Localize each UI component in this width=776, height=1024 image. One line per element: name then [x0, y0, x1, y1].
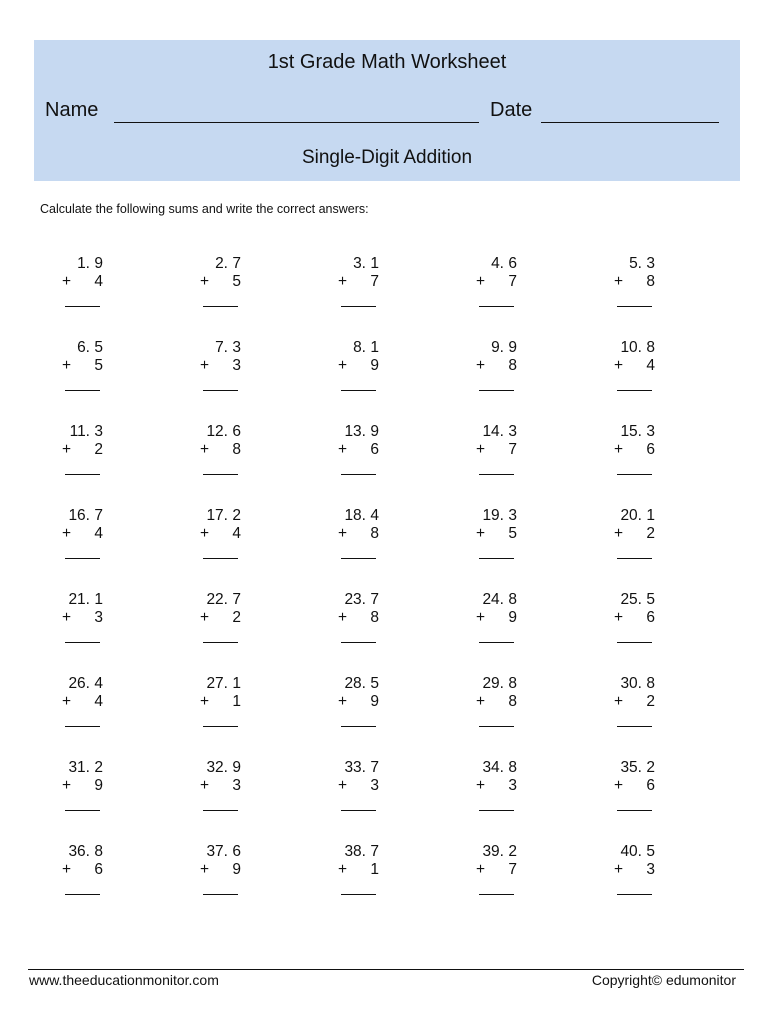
first-addend: 8: [646, 675, 655, 692]
first-addend: 8: [94, 843, 103, 860]
problem-number: 14.: [482, 423, 504, 440]
worksheet-header: [34, 40, 740, 181]
answer-line[interactable]: [203, 642, 238, 643]
problem-18: [304, 507, 414, 577]
answer-line[interactable]: [203, 558, 238, 559]
plus-sign: +: [338, 441, 348, 458]
problem-30: [580, 675, 690, 745]
problem-number: 29.: [482, 675, 504, 692]
second-addend: 1: [370, 861, 379, 878]
first-addend: 3: [646, 423, 655, 440]
second-addend: 3: [370, 777, 379, 794]
plus-sign: +: [338, 777, 348, 794]
worksheet-subtitle: Single-Digit Addition: [301, 147, 473, 168]
answer-line[interactable]: [341, 726, 376, 727]
second-addend: 6: [646, 609, 655, 626]
answer-line[interactable]: [479, 810, 514, 811]
problem-number: 10.: [620, 339, 642, 356]
first-addend: 6: [508, 255, 517, 272]
answer-line[interactable]: [341, 558, 376, 559]
second-addend: 4: [646, 357, 655, 374]
second-addend: 3: [646, 861, 655, 878]
answer-line[interactable]: [65, 726, 100, 727]
second-addend: 8: [508, 693, 517, 710]
answer-line[interactable]: [479, 642, 514, 643]
second-addend: 7: [508, 441, 517, 458]
plus-sign: +: [338, 273, 348, 290]
answer-line[interactable]: [617, 390, 652, 391]
second-addend: 7: [508, 861, 517, 878]
problem-number: 13.: [344, 423, 366, 440]
plus-sign: +: [200, 693, 210, 710]
first-addend: 2: [508, 843, 517, 860]
problem-number: 9.: [491, 339, 504, 356]
problem-number: 37.: [206, 843, 228, 860]
plus-sign: +: [614, 525, 624, 542]
plus-sign: +: [476, 609, 486, 626]
footer-divider: [28, 969, 744, 970]
first-addend: 7: [370, 843, 379, 860]
answer-line[interactable]: [617, 306, 652, 307]
second-addend: 2: [232, 609, 241, 626]
plus-sign: +: [614, 861, 624, 878]
problem-number: 34.: [482, 759, 504, 776]
problem-11: [28, 423, 138, 493]
problem-number: 35.: [620, 759, 642, 776]
second-addend: 9: [370, 693, 379, 710]
answer-line[interactable]: [341, 306, 376, 307]
problem-number: 28.: [344, 675, 366, 692]
plus-sign: +: [338, 525, 348, 542]
plus-sign: +: [614, 609, 624, 626]
problem-number: 38.: [344, 843, 366, 860]
problem-number: 18.: [344, 507, 366, 524]
second-addend: 4: [94, 273, 103, 290]
plus-sign: +: [476, 693, 486, 710]
second-addend: 5: [232, 273, 241, 290]
plus-sign: +: [62, 357, 72, 374]
footer-website: www.theeducationmonitor.com: [29, 972, 219, 988]
plus-sign: +: [476, 273, 486, 290]
name-label: Name: [45, 99, 99, 121]
plus-sign: +: [200, 357, 210, 374]
problem-number: 27.: [206, 675, 228, 692]
answer-line[interactable]: [617, 474, 652, 475]
first-addend: 7: [232, 255, 241, 272]
problem-22: [166, 591, 276, 661]
first-addend: 3: [94, 423, 103, 440]
problem-7: [166, 339, 276, 409]
problem-number: 21.: [68, 591, 90, 608]
first-addend: 8: [508, 675, 517, 692]
second-addend: 4: [232, 525, 241, 542]
problem-14: [442, 423, 552, 493]
second-addend: 1: [232, 693, 241, 710]
answer-line[interactable]: [203, 474, 238, 475]
problem-number: 26.: [68, 675, 90, 692]
first-addend: 9: [508, 339, 517, 356]
problem-40: [580, 843, 690, 913]
problem-number: 40.: [620, 843, 642, 860]
footer-copyright: Copyright© edumonitor: [591, 972, 736, 988]
problem-number: 22.: [206, 591, 228, 608]
problem-number: 3.: [353, 255, 366, 272]
problem-number: 31.: [68, 759, 90, 776]
answer-line[interactable]: [203, 726, 238, 727]
plus-sign: +: [614, 777, 624, 794]
second-addend: 3: [232, 357, 241, 374]
problem-number: 16.: [68, 507, 90, 524]
problem-number: 33.: [344, 759, 366, 776]
answer-line[interactable]: [341, 894, 376, 895]
first-addend: 5: [646, 843, 655, 860]
plus-sign: +: [200, 273, 210, 290]
problem-29: [442, 675, 552, 745]
plus-sign: +: [338, 861, 348, 878]
answer-line[interactable]: [479, 726, 514, 727]
problem-16: [28, 507, 138, 577]
second-addend: 8: [370, 609, 379, 626]
answer-line[interactable]: [65, 642, 100, 643]
problem-number: 5.: [629, 255, 642, 272]
answer-line[interactable]: [617, 558, 652, 559]
first-addend: 8: [508, 591, 517, 608]
worksheet-title: 1st Grade Math Worksheet: [267, 51, 507, 73]
first-addend: 6: [232, 843, 241, 860]
problem-number: 23.: [344, 591, 366, 608]
problem-32: [166, 759, 276, 829]
plus-sign: +: [62, 525, 72, 542]
answer-line[interactable]: [65, 894, 100, 895]
first-addend: 4: [94, 675, 103, 692]
first-addend: 1: [94, 591, 103, 608]
problem-number: 8.: [353, 339, 366, 356]
problem-23: [304, 591, 414, 661]
first-addend: 8: [508, 759, 517, 776]
problem-24: [442, 591, 552, 661]
answer-line[interactable]: [65, 558, 100, 559]
plus-sign: +: [476, 777, 486, 794]
answer-line[interactable]: [341, 390, 376, 391]
plus-sign: +: [614, 693, 624, 710]
answer-line[interactable]: [479, 558, 514, 559]
first-addend: 2: [232, 507, 241, 524]
second-addend: 3: [232, 777, 241, 794]
problem-28: [304, 675, 414, 745]
problem-37: [166, 843, 276, 913]
name-field-line: [114, 122, 479, 123]
first-addend: 1: [370, 339, 379, 356]
problem-9: [442, 339, 552, 409]
second-addend: 8: [232, 441, 241, 458]
second-addend: 8: [508, 357, 517, 374]
second-addend: 2: [646, 693, 655, 710]
plus-sign: +: [62, 609, 72, 626]
plus-sign: +: [338, 693, 348, 710]
problem-20: [580, 507, 690, 577]
second-addend: 9: [370, 357, 379, 374]
first-addend: 3: [508, 507, 517, 524]
answer-line[interactable]: [617, 894, 652, 895]
second-addend: 8: [646, 273, 655, 290]
problem-number: 11.: [69, 423, 90, 440]
first-addend: 9: [370, 423, 379, 440]
second-addend: 9: [94, 777, 103, 794]
instructions: Calculate the following sums and write the correct answers:: [40, 202, 369, 216]
first-addend: 5: [94, 339, 103, 356]
answer-line[interactable]: [65, 474, 100, 475]
first-addend: 9: [232, 759, 241, 776]
second-addend: 4: [94, 525, 103, 542]
problem-number: 30.: [620, 675, 642, 692]
problem-number: 7.: [215, 339, 228, 356]
problem-38: [304, 843, 414, 913]
plus-sign: +: [62, 861, 72, 878]
plus-sign: +: [200, 861, 210, 878]
problem-34: [442, 759, 552, 829]
second-addend: 8: [370, 525, 379, 542]
problem-1: [28, 255, 138, 325]
answer-line[interactable]: [203, 810, 238, 811]
problem-4: [442, 255, 552, 325]
second-addend: 2: [94, 441, 103, 458]
plus-sign: +: [62, 693, 72, 710]
problem-17: [166, 507, 276, 577]
answer-line[interactable]: [203, 894, 238, 895]
problem-8: [304, 339, 414, 409]
answer-line[interactable]: [479, 894, 514, 895]
problem-number: 17.: [206, 507, 228, 524]
problem-number: 4.: [491, 255, 504, 272]
answer-line[interactable]: [65, 390, 100, 391]
second-addend: 6: [646, 777, 655, 794]
problem-number: 32.: [206, 759, 228, 776]
first-addend: 6: [232, 423, 241, 440]
problem-13: [304, 423, 414, 493]
first-addend: 1: [232, 675, 241, 692]
first-addend: 5: [370, 675, 379, 692]
second-addend: 2: [646, 525, 655, 542]
first-addend: 3: [508, 423, 517, 440]
problem-21: [28, 591, 138, 661]
answer-line[interactable]: [65, 810, 100, 811]
first-addend: 4: [370, 507, 379, 524]
plus-sign: +: [614, 273, 624, 290]
plus-sign: +: [338, 357, 348, 374]
problem-5: [580, 255, 690, 325]
problem-25: [580, 591, 690, 661]
answer-line[interactable]: [203, 390, 238, 391]
second-addend: 6: [370, 441, 379, 458]
problem-number: 2.: [215, 255, 228, 272]
first-addend: 1: [646, 507, 655, 524]
second-addend: 7: [508, 273, 517, 290]
problem-39: [442, 843, 552, 913]
problem-31: [28, 759, 138, 829]
first-addend: 5: [646, 591, 655, 608]
second-addend: 9: [232, 861, 241, 878]
first-addend: 8: [646, 339, 655, 356]
first-addend: 2: [646, 759, 655, 776]
problem-27: [166, 675, 276, 745]
problem-10: [580, 339, 690, 409]
answer-line[interactable]: [341, 474, 376, 475]
problem-number: 12.: [206, 423, 228, 440]
plus-sign: +: [338, 609, 348, 626]
answer-line[interactable]: [203, 306, 238, 307]
plus-sign: +: [62, 441, 72, 458]
first-addend: 7: [370, 759, 379, 776]
second-addend: 5: [508, 525, 517, 542]
second-addend: 3: [508, 777, 517, 794]
second-addend: 3: [94, 609, 103, 626]
first-addend: 7: [370, 591, 379, 608]
problem-number: 15.: [620, 423, 642, 440]
answer-line[interactable]: [479, 306, 514, 307]
problem-number: 39.: [482, 843, 504, 860]
second-addend: 9: [508, 609, 517, 626]
problem-3: [304, 255, 414, 325]
problem-19: [442, 507, 552, 577]
problem-15: [580, 423, 690, 493]
answer-line[interactable]: [341, 642, 376, 643]
second-addend: 4: [94, 693, 103, 710]
answer-line[interactable]: [617, 726, 652, 727]
problem-2: [166, 255, 276, 325]
problem-number: 6.: [77, 339, 90, 356]
first-addend: 7: [94, 507, 103, 524]
plus-sign: +: [476, 357, 486, 374]
plus-sign: +: [62, 777, 72, 794]
first-addend: 7: [232, 591, 241, 608]
second-addend: 6: [94, 861, 103, 878]
plus-sign: +: [476, 525, 486, 542]
plus-sign: +: [476, 861, 486, 878]
plus-sign: +: [200, 525, 210, 542]
problem-number: 24.: [482, 591, 504, 608]
problem-26: [28, 675, 138, 745]
problem-12: [166, 423, 276, 493]
plus-sign: +: [200, 777, 210, 794]
problem-35: [580, 759, 690, 829]
first-addend: 9: [94, 255, 103, 272]
second-addend: 6: [646, 441, 655, 458]
problem-number: 1.: [77, 255, 90, 272]
problem-6: [28, 339, 138, 409]
first-addend: 3: [646, 255, 655, 272]
answer-line[interactable]: [617, 810, 652, 811]
problem-number: 36.: [68, 843, 90, 860]
problem-number: 19.: [482, 507, 504, 524]
problem-number: 25.: [620, 591, 642, 608]
first-addend: 1: [370, 255, 379, 272]
answer-line[interactable]: [479, 390, 514, 391]
plus-sign: +: [476, 441, 486, 458]
answer-line[interactable]: [479, 474, 514, 475]
date-label: Date: [490, 99, 533, 121]
plus-sign: +: [614, 441, 624, 458]
answer-line[interactable]: [341, 810, 376, 811]
problem-33: [304, 759, 414, 829]
problem-number: 20.: [620, 507, 642, 524]
second-addend: 7: [370, 273, 379, 290]
problem-36: [28, 843, 138, 913]
plus-sign: +: [200, 441, 210, 458]
plus-sign: +: [62, 273, 72, 290]
plus-sign: +: [200, 609, 210, 626]
first-addend: 3: [232, 339, 241, 356]
answer-line[interactable]: [65, 306, 100, 307]
plus-sign: +: [614, 357, 624, 374]
date-field-line: [541, 122, 719, 123]
second-addend: 5: [94, 357, 103, 374]
first-addend: 2: [94, 759, 103, 776]
answer-line[interactable]: [617, 642, 652, 643]
